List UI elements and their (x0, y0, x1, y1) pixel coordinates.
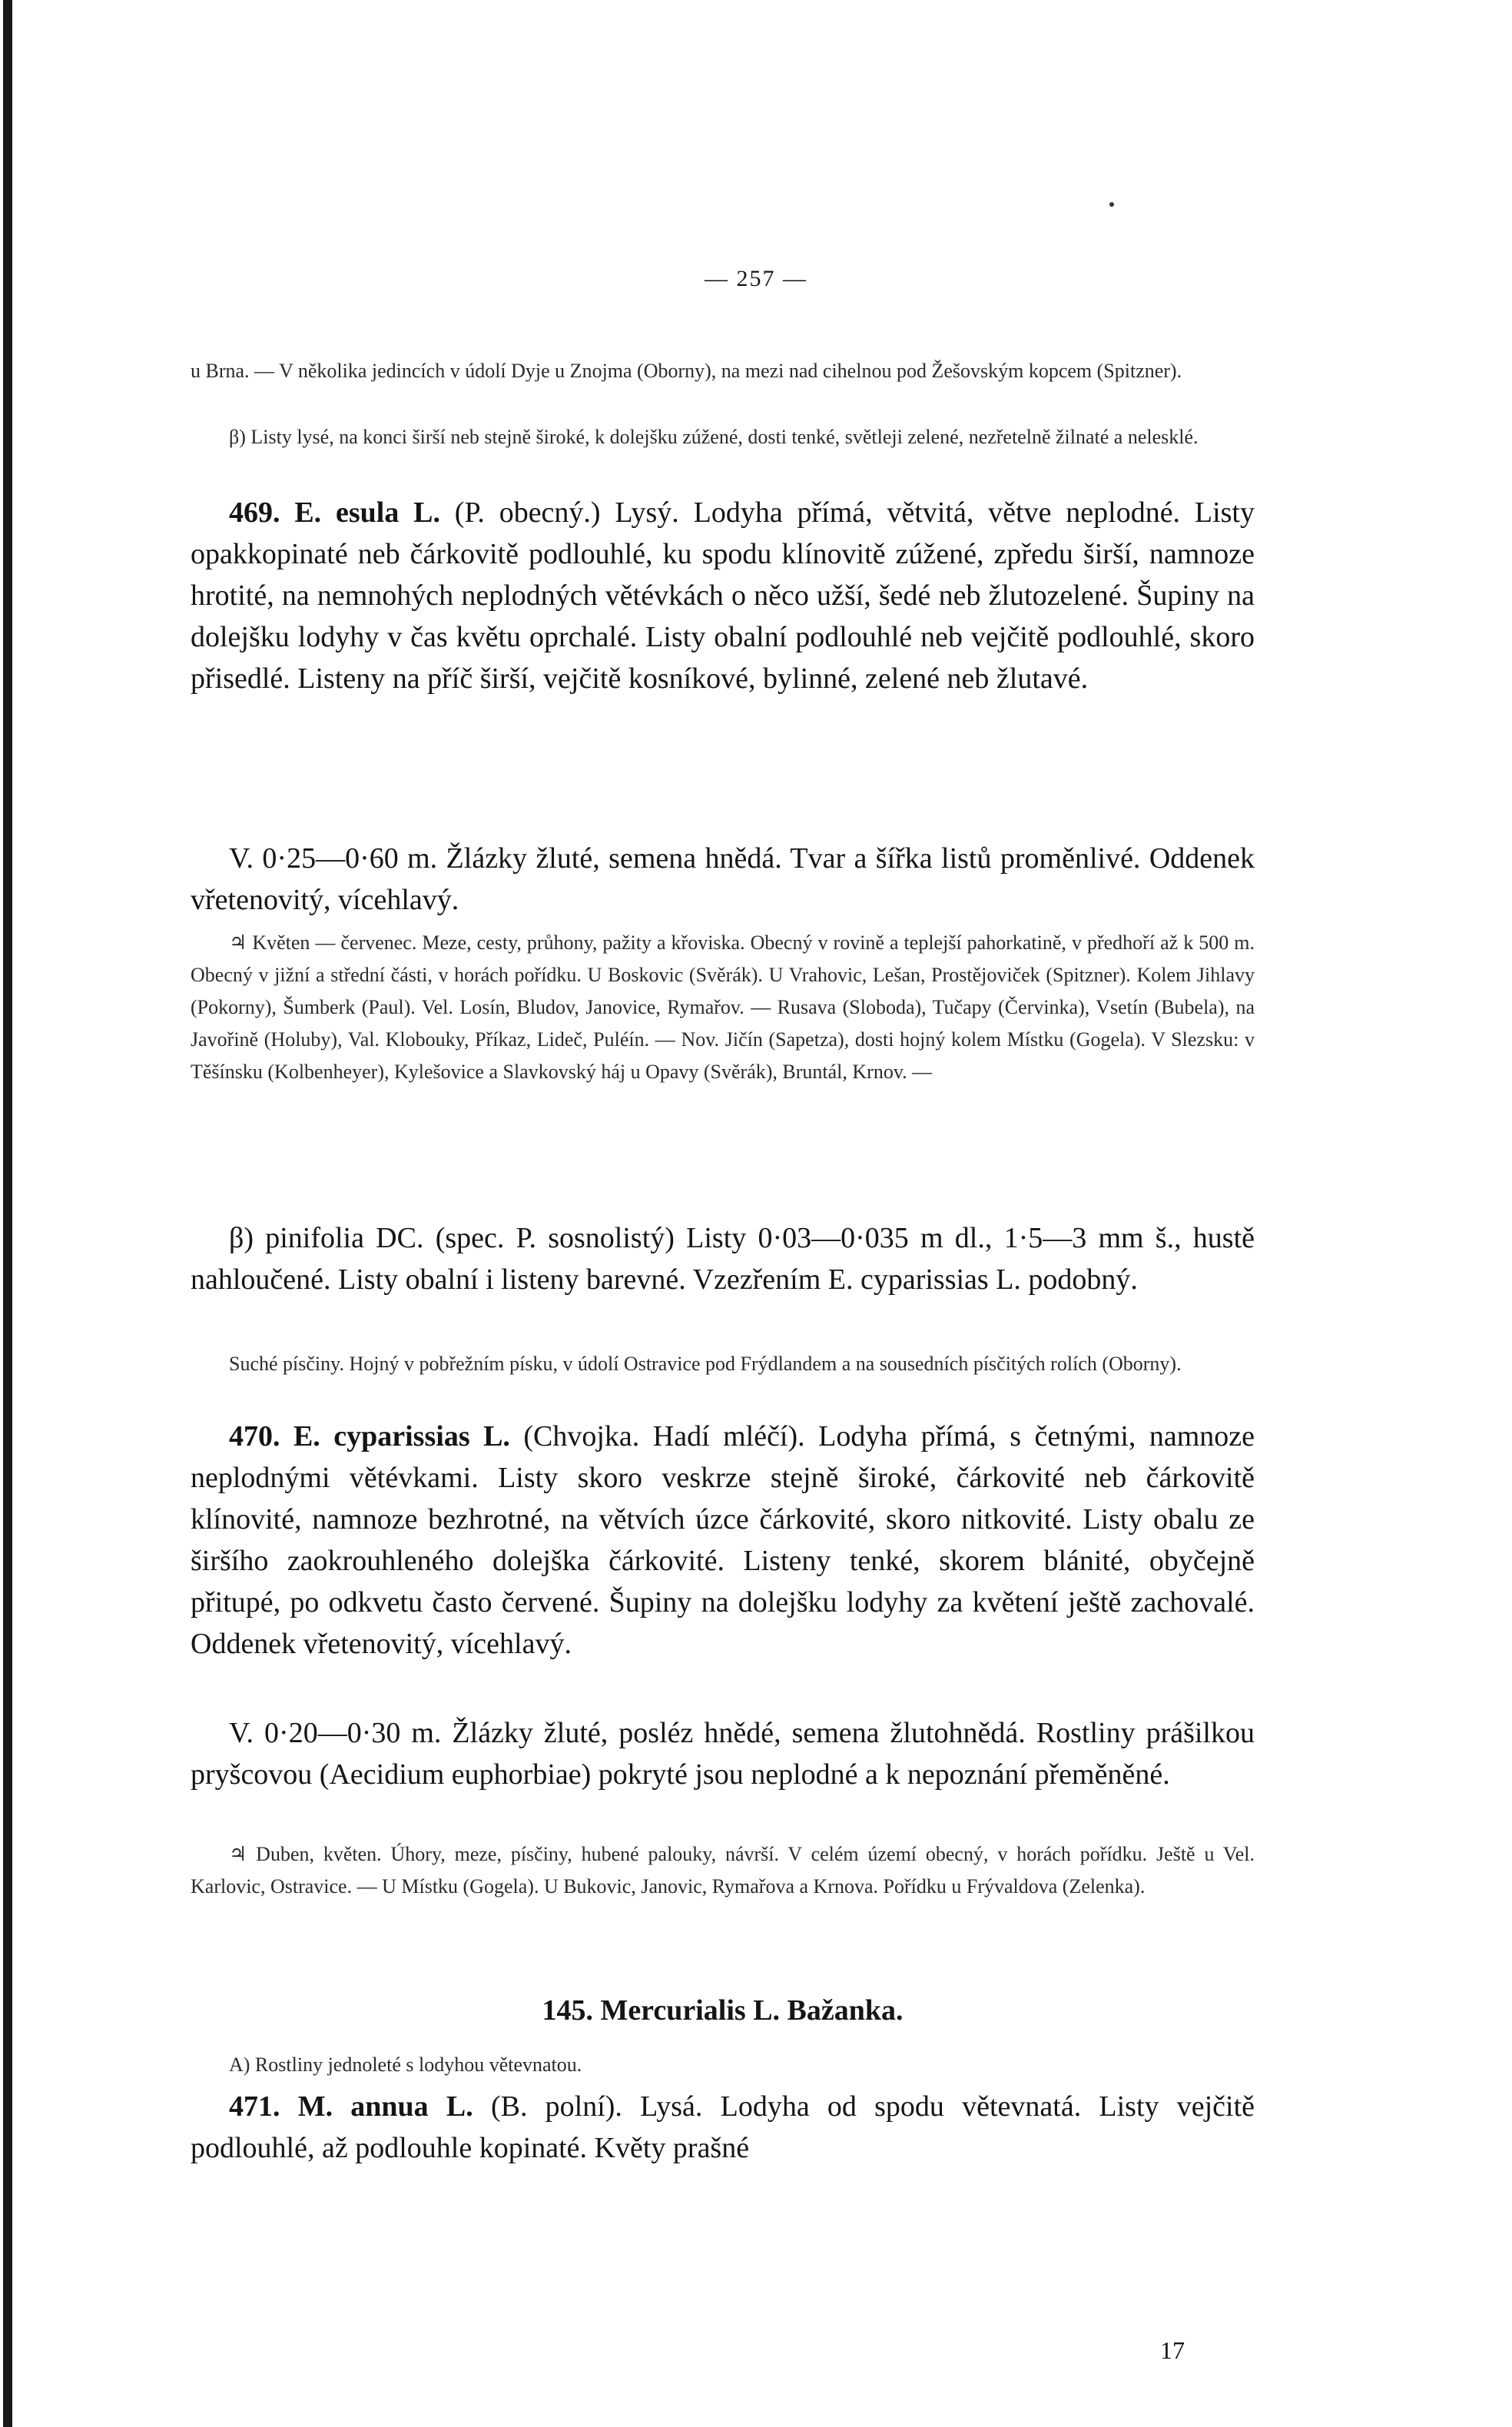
species-470-entry (191, 1416, 1255, 1665)
species-469-variety-pinifolia: β) pinifolia DC. (spec. P. sosnolistý) Listy 0·03—0·035 m dl., 1·5—3 mm š., hustě nahloučené. Listy obalní i listeny barevné. Vzezřením E. cyparissias L. podobný. (191, 1222, 1255, 1296)
species-470-notes: V. 0·20—0·30 m. Žlázky žluté, posléz hnědé, semena žlutohnědá. Rostliny prášilkou pryšcovou (Aecidium euphorbiae) pokryté jsou neplodné a k nepoznání přeměněné. (191, 1717, 1255, 1791)
species-469-description: (P. obecný.) Lysý. Lodyha přímá, větvitá, větve neplodné. Listy opakkopinaté neb čárkovitě podlouhlé, ku spodu klínovitě zúžené, zpředu širší, namnoze hrotité, na nemnohých neplodných větévkách o něco užší, šedé neb žlutozelené. Šupiny na dolejšku lodyhy v čas květu oprchalé. Listy obalní podlouhlé neb vejčitě podlouhlé, skoro přisedlé. Listeny na příč širší, vejčitě kosníkové, bylinné, zelené neb žlutavé. (191, 496, 1255, 695)
species-469-name: 469. E. esula L. (229, 496, 440, 529)
species-471-entry (191, 2086, 1255, 2169)
speck (1109, 202, 1114, 207)
species-470-description: (Chvojka. Hadí mléčí). Lodyha přímá, s četnými, namnoze neplodnými větévkami. Listy skoro veskrze stejně široké, čárkovité neb čárkovitě klínovité, namnoze bezhrotné, na větvích úzce čárkovité, skoro nitkovité. Listy obalu ze širšího zaokrouhleného dolejška čárkovité. Listeny tenké, skorem blánité, obyčejně přitupé, po odkvetu často červené. Šupiny na dolejšku lodyhy za květení ještě zachovalé. Oddenek vřetenovitý, vícehlavý. (191, 1420, 1255, 1660)
pinifolia-localities: Suché písčiny. Hojný v pobřežním písku, v údolí Ostravice pod Frýdlandem a na sousedních písčitých rolích (Oborny). (229, 1353, 1182, 1375)
paragraph-locality-brno: u Brna. — V několika jedincích v údolí Dyje u Znojma (Oborny), na mezi nad cihelnou pod Žešovským kopcem (Spitzner). (191, 360, 1182, 382)
page-number: — 257 — (705, 266, 807, 291)
sheet-signature: 17 (1160, 2336, 1185, 2364)
species-470-name: 470. E. cyparissias L. (229, 1420, 510, 1453)
species-471-name: 471. M. annua L. (229, 2090, 473, 2123)
species-469-entry (191, 492, 1255, 699)
species-471-description: (B. polní). Lysá. Lodyha od spodu větevnatá. Listy vejčitě podlouhlé, až podlouhle kopinaté. Květy prašné (191, 2090, 1255, 2164)
genus-heading: 145. Mercurialis L. Bažanka. (542, 1994, 904, 2027)
page-edge-shadow (3, 0, 12, 2427)
species-469-localities: ♃ Květen — červenec. Meze, cesty, průhony, pažity a křoviska. Obecný v rovině a teplejší pahorkatině, v předhoří až k 500 m. Obecný v jižní a střední části, v horách pořídku. U Boskovic (Svěrák). U Vrahovic, Lešan, Prostějoviček (Spitzner). Kolem Jihlavy (Pokorny), Šumberk (Paul). Vel. Losín, Bludov, Janovice, Rymařov. — Rusava (Sloboda), Tučapy (Červinka), Vsetín (Bubela), na Javořině (Holuby), Val. Klobouky, Příkaz, Lideč, Puléín. — Nov. Jičín (Sapetza), dosti hojný kolem Místku (Gogela). V Slezsku: v Těšínsku (Kolbenheyer), Kylešovice a Slavkovský háj u Opavy (Svěrák), Bruntál, Krnov. — (191, 931, 1255, 1083)
genus-key-a: A) Rostliny jednoleté s lodyhou větevnatou. (229, 2053, 582, 2076)
paragraph-variety-beta: β) Listy lysé, na konci širší neb stejně široké, k dolejšku zúžené, dosti tenké, světleji zelené, nezřetelně žilnaté a nelesklé. (229, 426, 1199, 448)
species-469-notes: V. 0·25—0·60 m. Žlázky žluté, semena hnědá. Tvar a šířka listů proměnlivé. Oddenek vřetenovitý, vícehlavý. (191, 842, 1255, 916)
species-470-localities: ♃ Duben, květen. Úhory, meze, písčiny, hubené palouky, návrší. V celém území obecný, v horách pořídku. Ještě u Vel. Karlovic, Ostravice. — U Místku (Gogela). U Bukovic, Janovic, Rymařova a Krnova. Pořídku u Frývaldova (Zelenka). (191, 1843, 1255, 1897)
